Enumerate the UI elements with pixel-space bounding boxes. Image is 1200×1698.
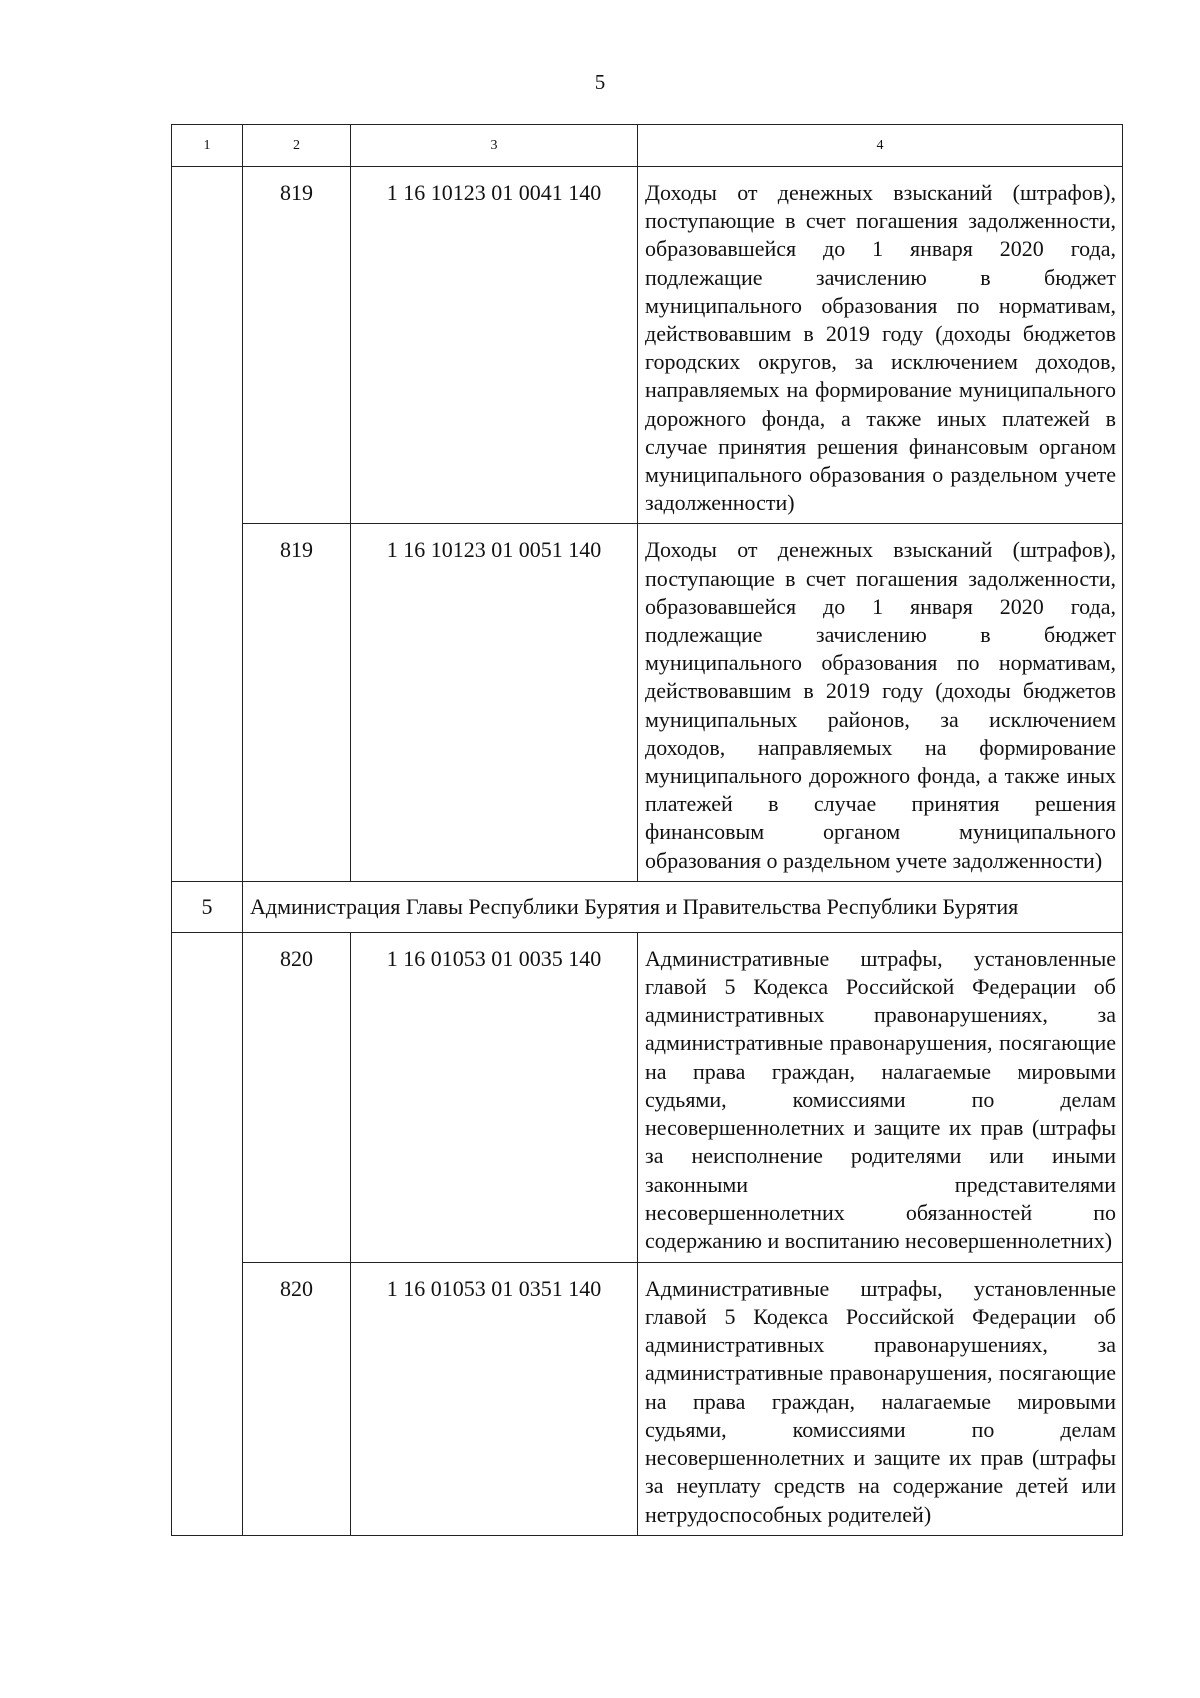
row-number-cell xyxy=(172,1262,243,1535)
revenue-codes-table xyxy=(171,124,1123,1536)
table-row xyxy=(172,932,1123,1262)
table-row xyxy=(172,524,1123,881)
column-header-4: 4 xyxy=(638,125,1123,167)
section-title: Администрация Главы Республики Бурятия и Правительства Республики Бурятия xyxy=(243,881,1123,932)
table-row xyxy=(172,167,1123,524)
kbk-code-cell: 1 16 10123 01 0051 140 xyxy=(351,524,638,881)
admin-code-cell: 820 xyxy=(243,1262,351,1535)
table-row xyxy=(172,1262,1123,1535)
admin-code-cell: 820 xyxy=(243,932,351,1262)
row-number-cell xyxy=(172,524,243,881)
section-row xyxy=(172,881,1123,932)
admin-code-cell: 819 xyxy=(243,167,351,524)
column-header-3: 3 xyxy=(351,125,638,167)
column-header-1: 1 xyxy=(172,125,243,167)
section-number: 5 xyxy=(172,881,243,932)
kbk-code-cell: 1 16 01053 01 0035 140 xyxy=(351,932,638,1262)
column-header-2: 2 xyxy=(243,125,351,167)
description-cell: Административные штрафы, установленные главой 5 Кодекса Российской Федерации об административных правонарушениях, за административные правонарушения, посягающие на права граждан, налагаемые мировыми судьями, комиссиями по делам несовершеннолетних и защите их прав (штрафы за неисполнение родителями или иными законными представителями несовершеннолетних обязанностей по содержанию и воспитанию несовершеннолетних) xyxy=(638,932,1123,1262)
description-cell: Доходы от денежных взысканий (штрафов), поступающие в счет погашения задолженности, образовавшейся до 1 января 2020 года, подлежащие зачислению в бюджет муниципального образования по нормативам, действовавшим в 2019 году (доходы бюджетов городских округов, за исключением доходов, направляемых на формирование муниципального дорожного фонда, а также иных платежей в случае принятия решения финансовым органом муниципального образования о раздельном учете задолженности) xyxy=(638,167,1123,524)
description-cell: Административные штрафы, установленные главой 5 Кодекса Российской Федерации об административных правонарушениях, за административные правонарушения, посягающие на права граждан, налагаемые мировыми судьями, комиссиями по делам несовершеннолетних и защите их прав (штрафы за неуплату средств на содержание детей или нетрудоспособных родителей) xyxy=(638,1262,1123,1535)
admin-code-cell: 819 xyxy=(243,524,351,881)
kbk-code-cell: 1 16 10123 01 0041 140 xyxy=(351,167,638,524)
row-number-cell xyxy=(172,932,243,1262)
kbk-code-cell: 1 16 01053 01 0351 140 xyxy=(351,1262,638,1535)
row-number-cell xyxy=(172,167,243,524)
page-number: 5 xyxy=(594,70,606,94)
description-cell: Доходы от денежных взысканий (штрафов), поступающие в счет погашения задолженности, образовавшейся до 1 января 2020 года, подлежащие зачислению в бюджет муниципального образования по нормативам, действовавшим в 2019 году (доходы бюджетов муниципальных районов, за исключением доходов, направляемых на формирование муниципального дорожного фонда, а также иных платежей в случае принятия решения финансовым органом муниципального образования о раздельном учете задолженности) xyxy=(638,524,1123,881)
table-header-row xyxy=(172,125,1123,167)
